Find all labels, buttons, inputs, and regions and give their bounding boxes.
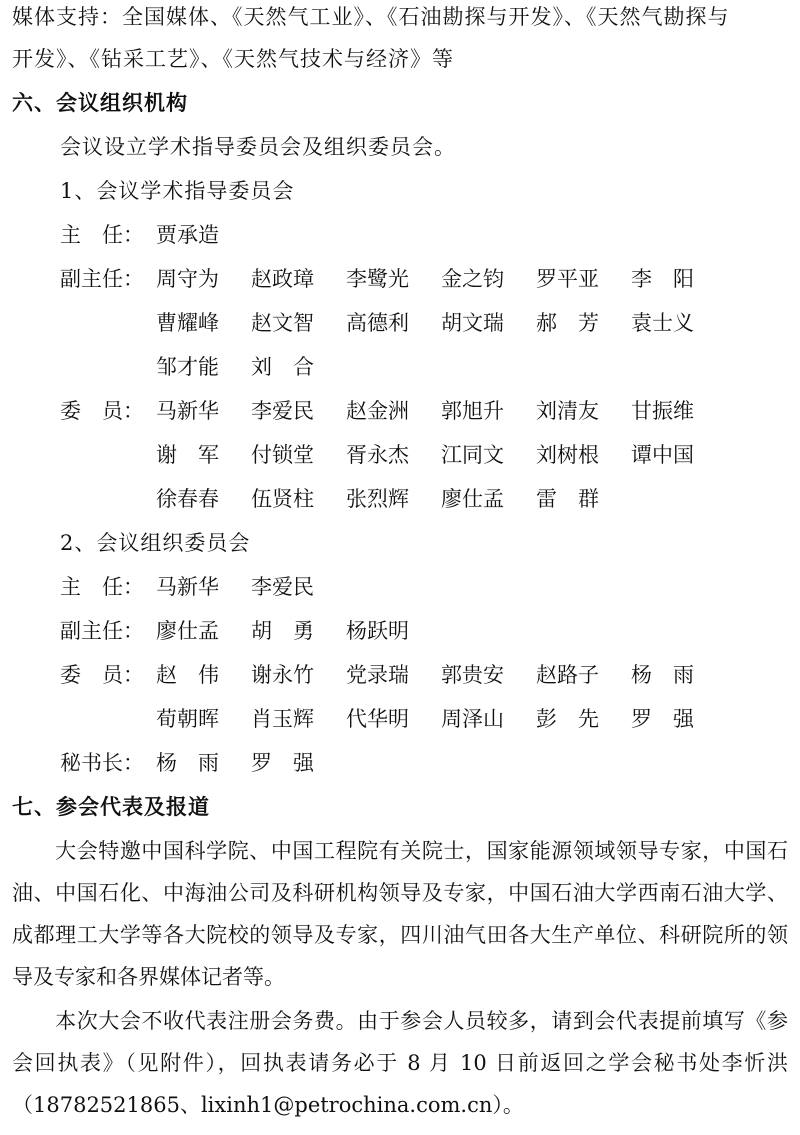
name-row — [156, 220, 251, 250]
role-label-secretary: 秘书长： — [60, 751, 144, 775]
person-name: 杨 雨 — [631, 663, 694, 687]
person-name: 赵文智 — [251, 311, 314, 335]
person-name: 周泽山 — [441, 707, 504, 731]
person-name: 马新华 — [156, 575, 219, 599]
role-label-director: 主 任： — [60, 575, 144, 599]
role-label-deputy: 副主任： — [60, 619, 144, 643]
person-name: 周守为 — [156, 267, 219, 291]
role-label-deputy: 副主任： — [60, 267, 144, 291]
name-row — [156, 572, 346, 602]
person-name: 李 阳 — [631, 267, 694, 291]
person-name: 党录瑞 — [346, 663, 409, 687]
media-support-line-2: 开发》、《钻采工艺》、《天然气技术与经济》等 — [12, 47, 454, 71]
name-row — [156, 264, 726, 294]
person-name: 赵路子 — [536, 663, 599, 687]
person-name: 郭旭升 — [441, 399, 504, 423]
person-name: 赵 伟 — [156, 663, 219, 687]
person-name: 杨 雨 — [156, 751, 219, 775]
name-row — [156, 352, 346, 382]
person-name: 胡 勇 — [251, 619, 314, 643]
name-row — [156, 484, 631, 514]
person-name: 刘清友 — [536, 399, 599, 423]
person-name: 刘树根 — [536, 443, 599, 467]
person-name: 罗 强 — [251, 751, 314, 775]
person-name: 胡文瑞 — [441, 311, 504, 335]
person-name: 赵金洲 — [346, 399, 409, 423]
section-6-heading: 六、会议组织机构 — [12, 91, 188, 115]
person-name: 谢永竹 — [251, 663, 314, 687]
person-name: 曹耀峰 — [156, 311, 219, 335]
registration-paragraph — [12, 1000, 788, 1126]
name-row — [156, 616, 441, 646]
person-name: 彭 先 — [536, 707, 599, 731]
role-label-director: 主 任： — [60, 223, 144, 247]
person-name: 付锁堂 — [251, 443, 314, 467]
person-name: 邹才能 — [156, 355, 219, 379]
name-row — [156, 440, 726, 470]
committee-intro: 会议设立学术指导委员会及组织委员会。 — [60, 135, 456, 159]
name-row — [156, 308, 726, 338]
person-name: 高德利 — [346, 311, 409, 335]
person-name: 甘振维 — [631, 399, 694, 423]
person-name: 张烈辉 — [346, 487, 409, 511]
person-name: 李爱民 — [251, 399, 314, 423]
person-name: 马新华 — [156, 399, 219, 423]
name-row — [156, 704, 726, 734]
role-label-member: 委 员： — [60, 399, 144, 423]
person-name: 伍贤柱 — [251, 487, 314, 511]
person-name: 袁士义 — [631, 311, 694, 335]
committee-2-title: 2、会议组织委员会 — [60, 531, 251, 555]
paragraph-text: 大会特邀中国科学院、中国工程院有关院士，国家能源领域领导专家，中国石油、中国石化、中海油公司及科研机构领导及专家，中国石油大学西南石油大学、成都理工大学等各大院校的领导及专家，四川油气田各大生产单位、科研院所的领导及专家和各界媒体记者等。 — [12, 839, 788, 989]
paragraph-text: 本次大会不收代表注册会务费。由于参会人员较多，请到会代表提前填写《参会回执表》（见附件），回执表请务必于 8 月 10 日前返回之学会秘书处李忻洪（18782521865、lixinh1@petrochina.com.cn）。 — [12, 1009, 788, 1117]
person-name: 谢 军 — [156, 443, 219, 467]
person-name: 赵政璋 — [251, 267, 314, 291]
name-row — [156, 660, 726, 690]
person-name: 金之钧 — [441, 267, 504, 291]
role-label-member: 委 员： — [60, 663, 144, 687]
person-name: 罗平亚 — [536, 267, 599, 291]
person-name: 郭贵安 — [441, 663, 504, 687]
person-name: 刘 合 — [251, 355, 314, 379]
person-name: 罗 强 — [631, 707, 694, 731]
person-name: 肖玉辉 — [251, 707, 314, 731]
person-name: 雷 群 — [536, 487, 599, 511]
attendees-paragraph — [12, 830, 788, 998]
name-row — [156, 748, 346, 778]
person-name: 荀朝晖 — [156, 707, 219, 731]
person-name: 徐春春 — [156, 487, 219, 511]
person-name: 杨跃明 — [346, 619, 409, 643]
person-name: 江同文 — [441, 443, 504, 467]
person-name: 廖仕孟 — [441, 487, 504, 511]
name-row — [156, 396, 726, 426]
person-name: 廖仕孟 — [156, 619, 219, 643]
section-7-heading: 七、参会代表及报道 — [12, 795, 210, 819]
committee-1-title: 1、会议学术指导委员会 — [60, 179, 295, 203]
person-name: 代华明 — [346, 707, 409, 731]
person-name: 李鹭光 — [346, 267, 409, 291]
person-name: 胥永杰 — [346, 443, 409, 467]
person-name: 谭中国 — [631, 443, 694, 467]
person-name: 郝 芳 — [536, 311, 599, 335]
person-name: 贾承造 — [156, 223, 219, 247]
media-support-line-1: 媒体支持：全国媒体、《天然气工业》、《石油勘探与开发》、《天然气勘探与 — [12, 5, 730, 29]
person-name: 李爱民 — [251, 575, 314, 599]
